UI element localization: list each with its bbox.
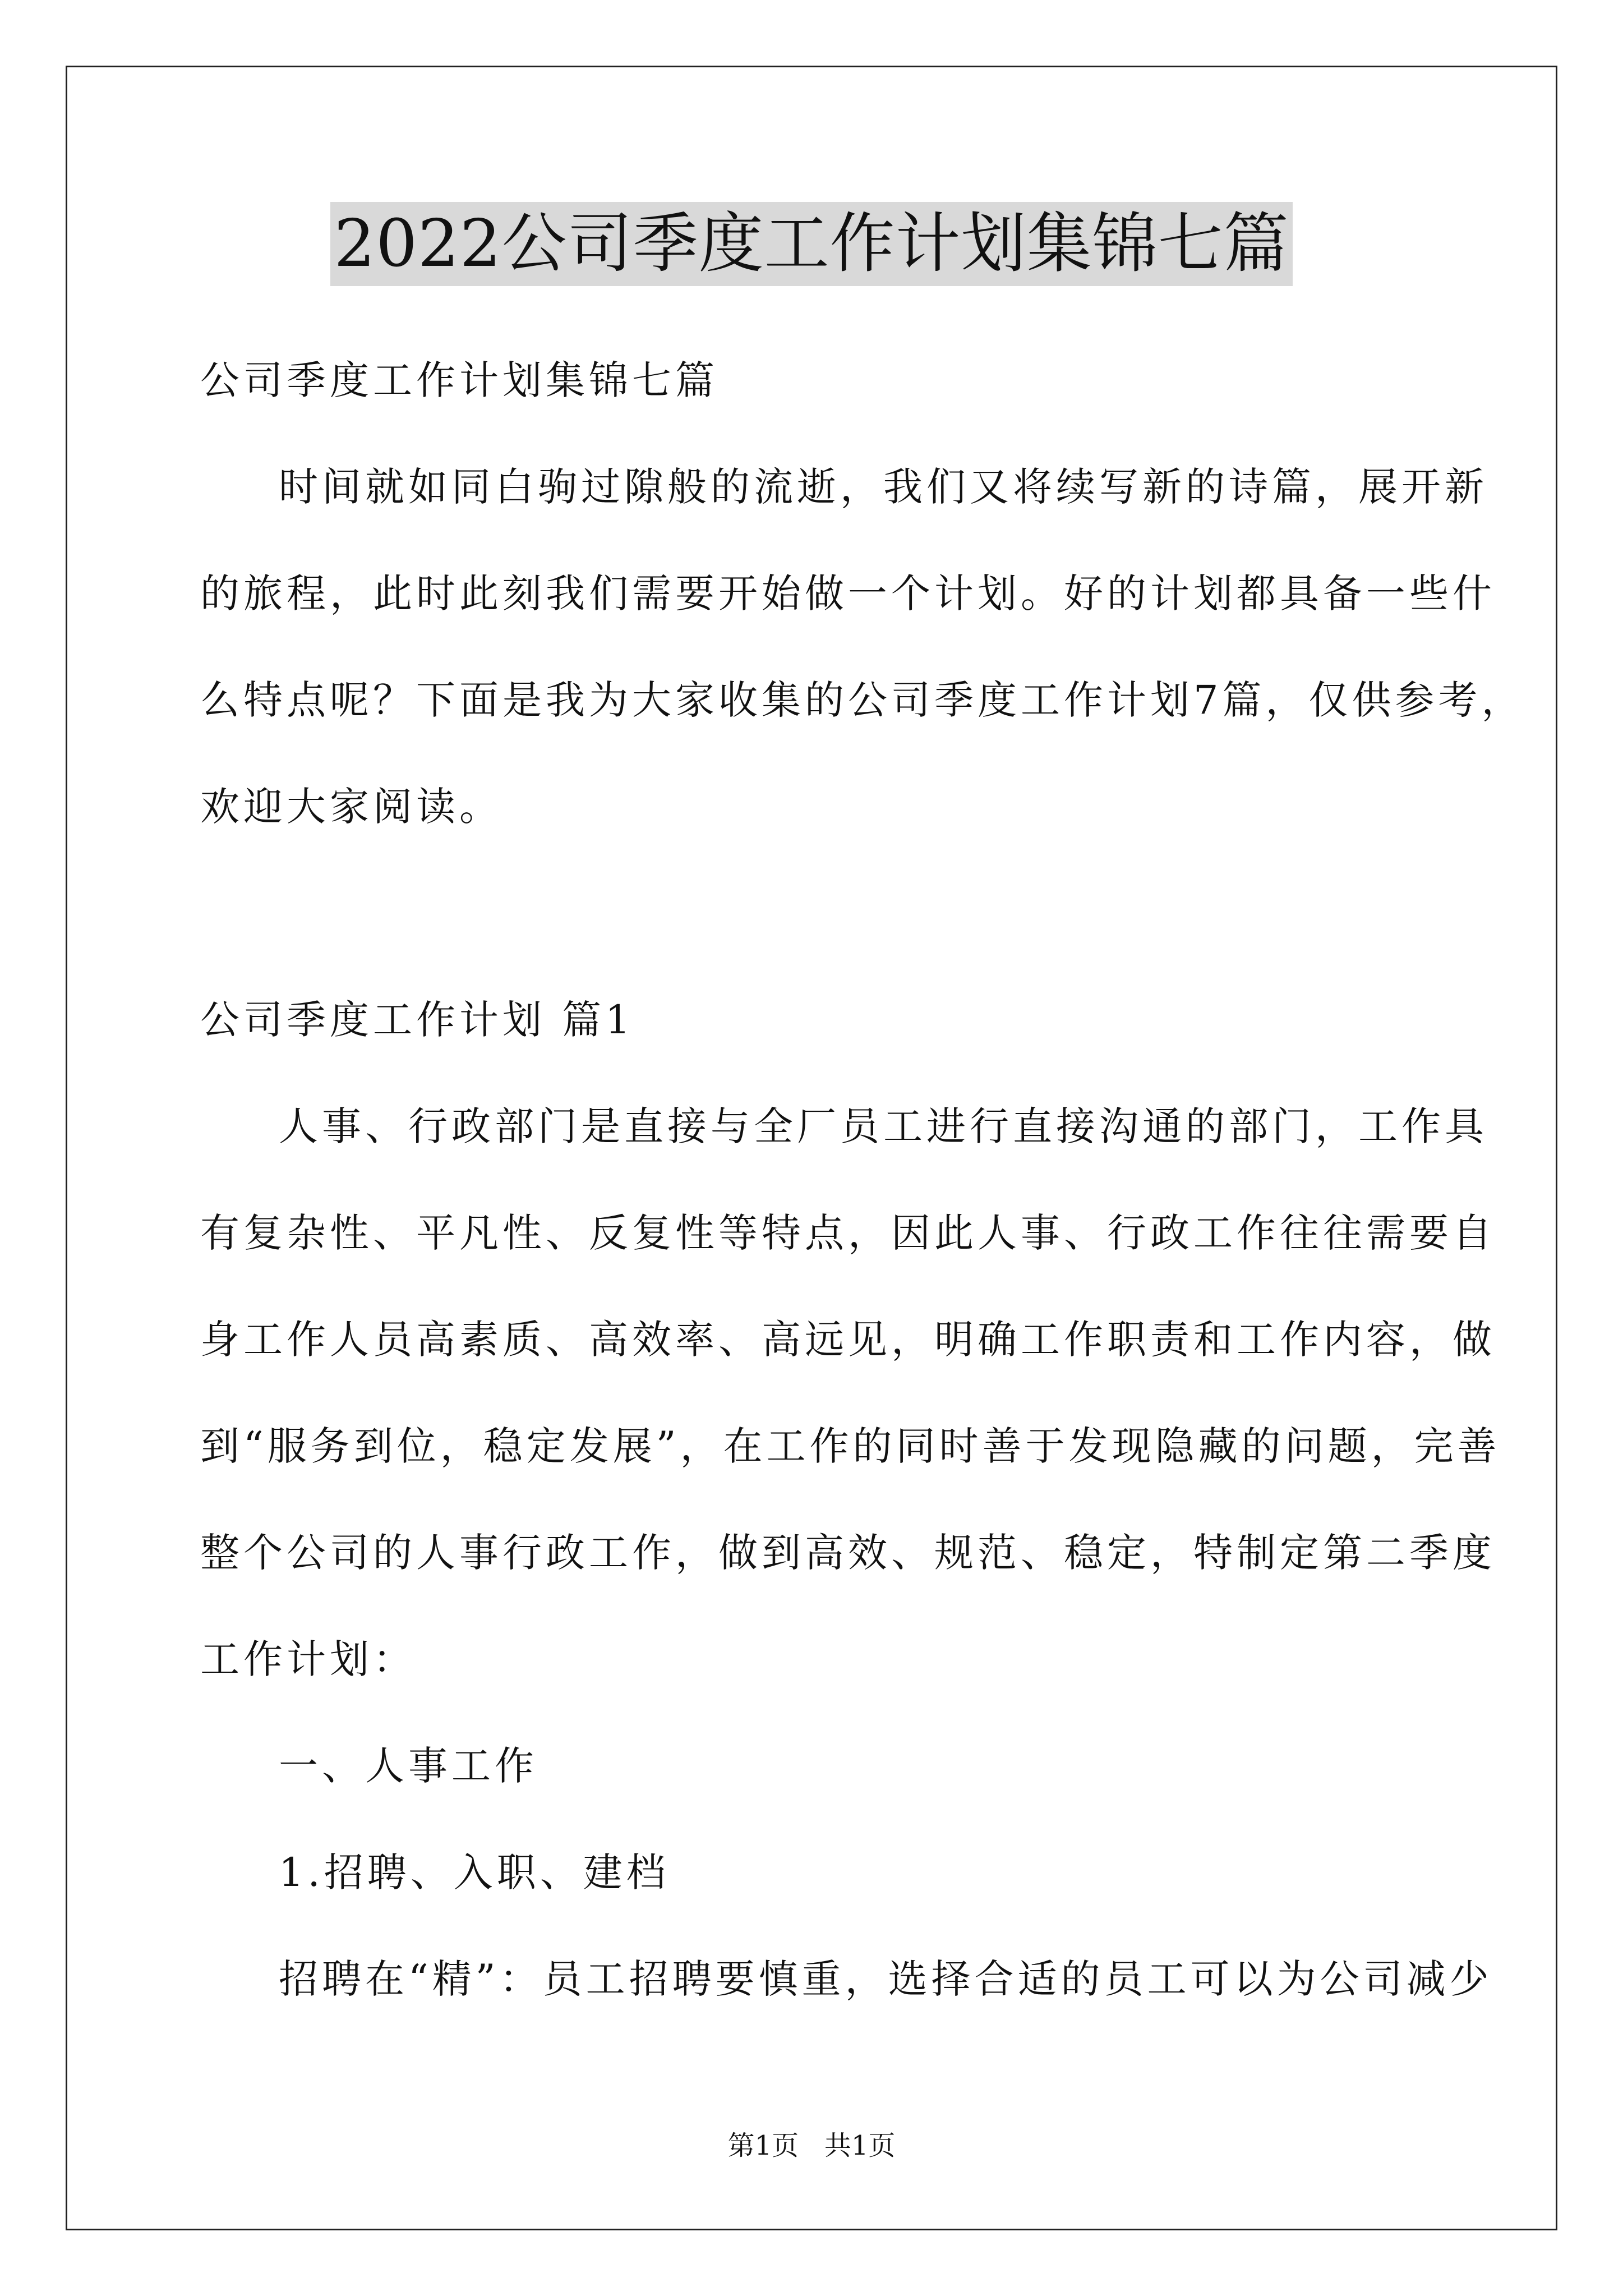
subheading-recruitment: 1.招聘、入职、建档 — [279, 1849, 670, 1895]
page-footer: 第1页 共1页 — [727, 2130, 896, 2161]
body-line-5: 整个公司的人事行政工作，做到高效、规范、稳定，特制定第二季度 — [200, 1530, 1496, 1576]
intro-line-4: 欢迎大家阅读。 — [200, 784, 502, 830]
title-container — [0, 202, 1623, 286]
body-line-4: 到“服务到位，稳定发展”，在工作的同时善于发现隐藏的问题，完善 — [200, 1423, 1501, 1469]
intro-line-2: 的旅程，此时此刻我们需要开始做一个计划。好的计划都具备一些什 — [200, 570, 1496, 616]
body-line-7: 招聘在“精”：员工招聘要慎重，选择合适的员工可以为公司减少 — [279, 1956, 1493, 2002]
body-line-6: 工作计划： — [200, 1636, 416, 1682]
body-line-1: 人事、行政部门是直接与全厂员工进行直接沟通的部门，工作具 — [279, 1103, 1488, 1149]
section-heading: 公司季度工作计划 篇1 — [200, 997, 634, 1043]
document-subtitle: 公司季度工作计划集锦七篇 — [200, 357, 718, 403]
subheading-personnel: 一、人事工作 — [279, 1743, 538, 1789]
intro-line-3: 么特点呢？下面是我为大家收集的公司季度工作计划7篇，仅供参考， — [200, 677, 1525, 723]
body-line-3: 身工作人员高素质、高效率、高远见，明确工作职责和工作内容，做 — [200, 1317, 1496, 1363]
intro-line-1: 时间就如同白驹过隙般的流逝，我们又将续写新的诗篇，展开新 — [279, 464, 1488, 510]
body-line-2: 有复杂性、平凡性、反复性等特点，因此人事、行政工作往往需要自 — [200, 1210, 1496, 1256]
document-title: 2022公司季度工作计划集锦七篇 — [330, 202, 1292, 286]
